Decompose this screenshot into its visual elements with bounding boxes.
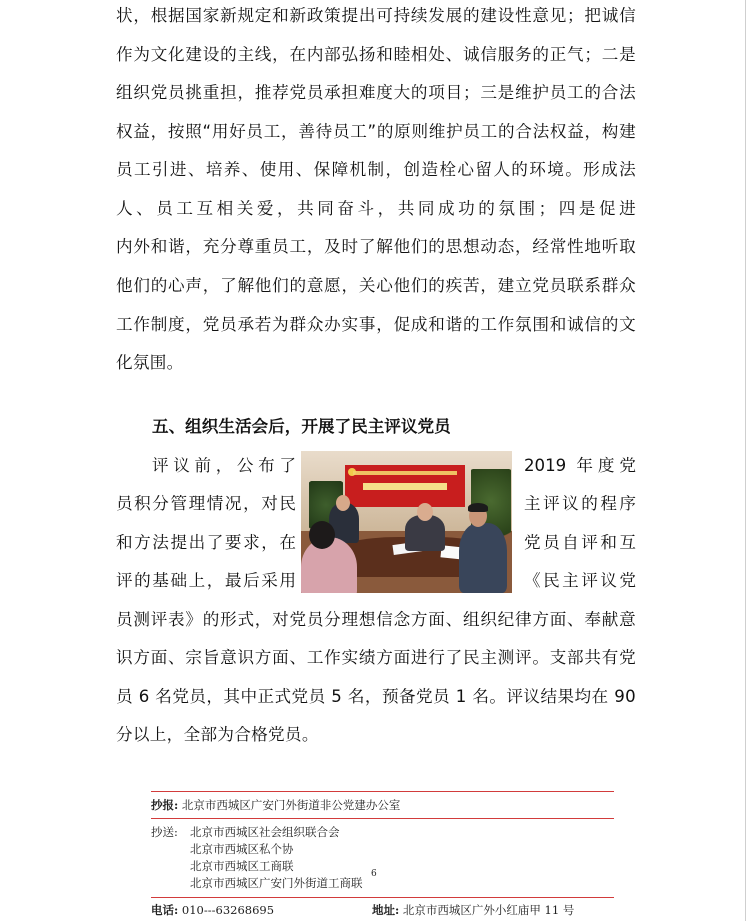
- report-to-value: 北京市西城区广安门外街道非公党建办公室: [181, 798, 401, 812]
- text-line: 员测评表》的形式，对党员分理想信念方面、组织纪律方面、奉献意: [116, 610, 636, 629]
- text-line: 分以上，全部为合格党员。: [116, 725, 319, 744]
- footer-rule-top: [151, 791, 614, 792]
- phone-label: 电话:: [151, 903, 179, 917]
- section-heading: 五、组织生活会后，开展了民主评议党员: [152, 417, 451, 436]
- wrap-left-line: 评议前，公布了: [152, 456, 296, 475]
- cc-item: 北京市西城区私个协: [190, 842, 294, 856]
- page-edge: [745, 0, 746, 921]
- page-number: 6: [371, 869, 377, 879]
- footer-rule-mid: [151, 818, 614, 819]
- text-line: 员工引进、培养、使用、保障机制，创造栓心留人的环境。形成法: [116, 160, 636, 179]
- wrap-right-line: 主评议的程序: [524, 494, 636, 513]
- wrap-left-line: 员积分管理情况，对民: [116, 494, 296, 513]
- address-row: [372, 902, 574, 919]
- text-line: 状，根据国家新规定和新政策提出可持续发展的建设性意见；把诚信: [116, 6, 636, 25]
- meeting-photo: [301, 451, 512, 593]
- address-label: 地址:: [372, 903, 400, 917]
- report-label: 抄报:: [151, 798, 179, 812]
- text-line: 他们的心声，了解他们的意愿，关心他们的疾苦，建立党员联系群众: [116, 276, 636, 295]
- text-line: 员 6 名党员，其中正式党员 5 名，预备党员 1 名。评议结果均在 90: [116, 687, 636, 706]
- text-line: 权益，按照“用好员工，善待员工”的原则维护员工的合法权益，构建: [116, 122, 636, 141]
- text-line: 识方面、宗旨意识方面、工作实绩方面进行了民主测评。支部共有党: [116, 648, 636, 667]
- wrap-right-line: 2019 年度党: [524, 456, 636, 475]
- cc-item: 北京市西城区广安门外街道工商联: [190, 876, 363, 890]
- text-line: 工作制度，党员承若为群众办实事，促成和谐的工作氛围和诚信的文: [116, 315, 636, 334]
- text-line: 人、员工互相关爱，共同奋斗，共同成功的氛围；四是促进: [116, 199, 636, 218]
- cc-item: 北京市西城区社会组织联合会: [190, 825, 340, 839]
- wrap-left-line: 评的基础上，最后采用: [116, 571, 296, 590]
- wrap-left-line: 和方法提出了要求，在: [116, 533, 296, 552]
- wrap-right-line: 《民主评议党: [524, 571, 636, 590]
- address-value: 北京市西城区广外小红庙甲 11 号: [402, 903, 575, 917]
- cc-label: 抄送:: [151, 825, 178, 839]
- wrap-right-line: 党员自评和互: [524, 533, 636, 552]
- text-line: 化氛围。: [116, 353, 184, 372]
- text-line: 组织党员挑重担，推荐党员承担难度大的项目；三是维护员工的合法: [116, 83, 636, 102]
- footer-rule-bottom: [151, 897, 614, 898]
- cc-item: 北京市西城区工商联: [190, 859, 294, 873]
- phone-row: [151, 902, 274, 919]
- phone-value: 010---63268695: [181, 903, 275, 917]
- report-to-row: [151, 797, 400, 814]
- text-line: 内外和谐，充分尊重员工，及时了解他们的思想动态，经常性地听取: [116, 237, 636, 256]
- text-line: 作为文化建设的主线，在内部弘扬和睦相处、诚信服务的正气；二是: [116, 45, 636, 64]
